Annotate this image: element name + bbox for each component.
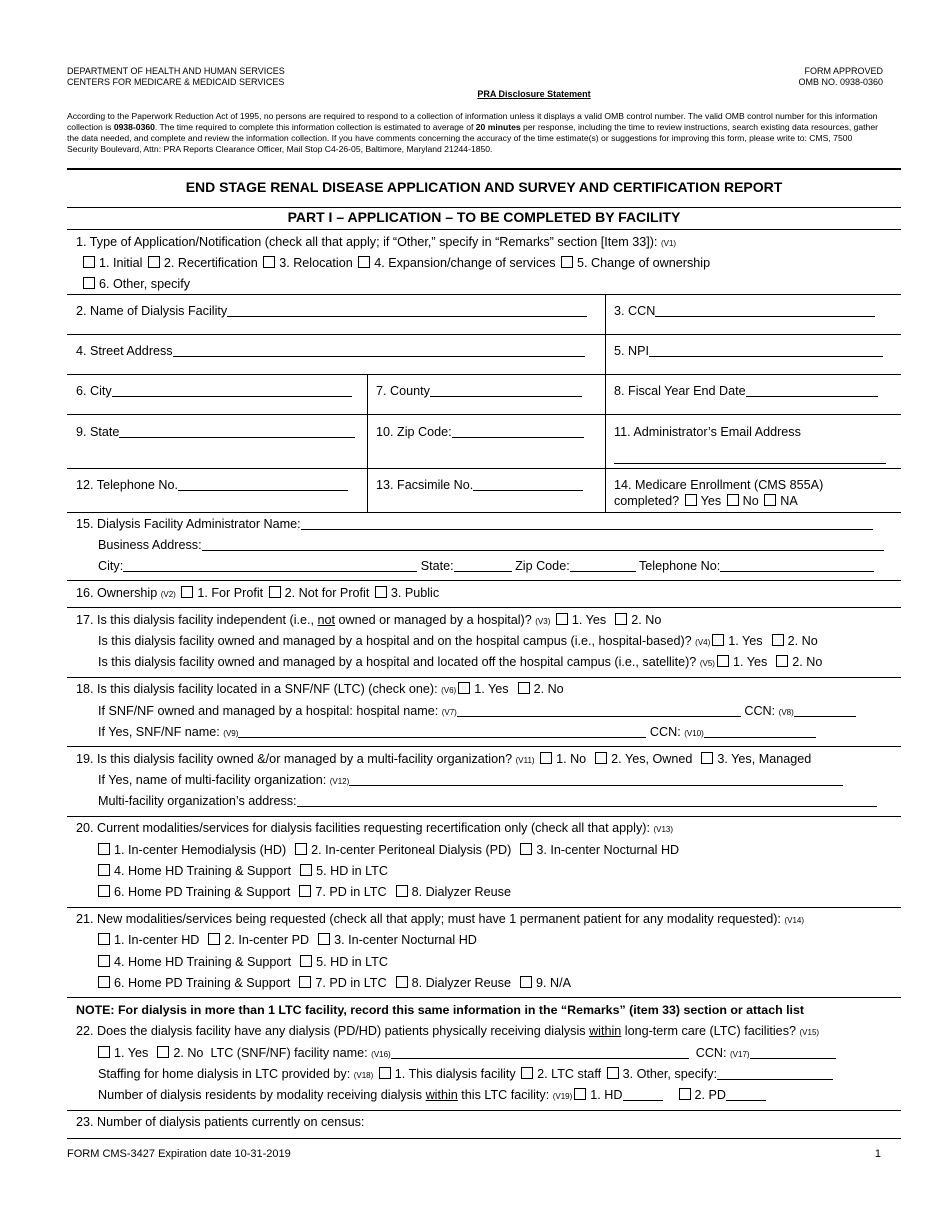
form-number: FORM CMS-3427 Expiration date 10-31-2019 — [67, 1148, 291, 1160]
q16-not-for-profit-checkbox[interactable] — [269, 586, 281, 598]
divider — [67, 512, 901, 513]
q19-org-address[interactable]: Multi-facility organization’s address: — [98, 794, 877, 809]
divider — [67, 580, 901, 581]
divider — [67, 677, 901, 678]
divider — [67, 816, 901, 817]
field-medicare-enrollment: 14. Medicare Enrollment (CMS 855A) — [614, 478, 824, 492]
field-telephone[interactable]: 12. Telephone No. — [76, 478, 348, 493]
q1-options: 1. Initial 2. Recertification 3. Relocation 4. Expansion/change of services 5. Change of ownership — [81, 256, 710, 271]
q19-owned-checkbox[interactable] — [595, 752, 607, 764]
q17-hospital-based: Is this dialysis facility owned and managed by a hospital and on the hospital campus (i.e., hospital-based)? (V4) 1. Yes 2. No — [98, 634, 818, 648]
omb-number: OMB NO. 0938-0360 — [798, 77, 883, 87]
q15-business-address[interactable]: Business Address: — [98, 538, 884, 553]
q1-initial-checkbox[interactable] — [83, 256, 95, 268]
q17-satellite: Is this dialysis facility owned and managed by a hospital and located off the hospital campus (i.e., satellite)? (V5) 1. Yes 2. No — [98, 655, 823, 669]
pra-title: PRA Disclosure Statement — [477, 89, 591, 99]
q21-o3-checkbox[interactable] — [318, 933, 330, 945]
form-approved: FORM APPROVED — [804, 66, 883, 76]
field-state[interactable]: 9. State — [76, 425, 355, 440]
divider — [367, 374, 368, 512]
field-facility-name[interactable]: 2. Name of Dialysis Facility — [76, 304, 587, 319]
q17b-yes-checkbox[interactable] — [712, 634, 724, 646]
field-county[interactable]: 7. County — [376, 384, 582, 399]
divider — [67, 207, 901, 208]
q21-o1-checkbox[interactable] — [98, 933, 110, 945]
q21-o7-checkbox[interactable] — [299, 976, 311, 988]
pra-statement: According to the Paperwork Reduction Act of 1995, no persons are required to respond to a collection of information unless it displays a valid OMB control number. The valid OMB control number for this information collection is 0938-0360. The time required to complete this information collection is estimated to average of 20 minutes per response, including the time to review instructions, search existing data resources, gather the data needed, and complete and review the information collection. If you have comments concerning the accuracy of the time estimate(s) or suggestions for improving this form, please write to: CMS, 7500 Security Boulevard, Attn: PRA Reports Clearance Officer, Mail Stop C4-26-05, Baltimore, Maryland 21244-1850. — [67, 111, 878, 154]
footer — [67, 1148, 901, 1160]
q22-pd-checkbox[interactable] — [679, 1088, 691, 1100]
q21-o8-checkbox[interactable] — [396, 976, 408, 988]
field-city[interactable]: 6. City — [76, 384, 352, 399]
divider — [67, 1138, 901, 1139]
f14-no-checkbox[interactable] — [727, 494, 739, 506]
q20-o6-checkbox[interactable] — [98, 885, 110, 897]
q22-row-1: 1. Yes 2. No LTC (SNF/NF) facility name: (V16) CCN: (V17) — [96, 1046, 836, 1062]
q16-public-checkbox[interactable] — [375, 586, 387, 598]
q22-staffing: Staffing for home dialysis in LTC provided by: (V18) 1. This dialysis facility 2. LTC staff 3. Other, specify: — [98, 1067, 833, 1083]
q1-recert-checkbox[interactable] — [148, 256, 160, 268]
dept-line-1: DEPARTMENT OF HEALTH AND HUMAN SERVICES — [67, 66, 285, 76]
q19-managed-checkbox[interactable] — [701, 752, 713, 764]
q22-s1-checkbox[interactable] — [379, 1067, 391, 1079]
divider — [67, 997, 901, 998]
field-zip-code[interactable]: 10. Zip Code: — [376, 425, 584, 440]
q20-o4-checkbox[interactable] — [98, 864, 110, 876]
dept-line-2: CENTERS FOR MEDICARE & MEDICAID SERVICES — [67, 77, 285, 87]
field-fiscal-year-end[interactable]: 8. Fiscal Year End Date — [614, 384, 878, 399]
q20-row-2: 4. Home HD Training & Support 5. HD in LTC — [96, 864, 388, 879]
divider — [67, 468, 901, 469]
q21-o6-checkbox[interactable] — [98, 976, 110, 988]
q18-hospital-name[interactable]: If SNF/NF owned and managed by a hospital: hospital name: (V7) CCN: (V8) — [98, 704, 856, 720]
field-street-address[interactable]: 4. Street Address — [76, 344, 585, 359]
ltc-note: NOTE: For dialysis in more than 1 LTC facility, record this same information in the “Remarks” (item 33) section or attach list — [76, 1003, 804, 1017]
q17c-no-checkbox[interactable] — [776, 655, 788, 667]
q22-hd-checkbox[interactable] — [574, 1088, 586, 1100]
q16-for-profit-checkbox[interactable] — [181, 586, 193, 598]
divider — [67, 907, 901, 908]
q17b-no-checkbox[interactable] — [772, 634, 784, 646]
divider — [67, 294, 901, 295]
q20-o7-checkbox[interactable] — [299, 885, 311, 897]
f14-yes-checkbox[interactable] — [685, 494, 697, 506]
q1-ownership-checkbox[interactable] — [561, 256, 573, 268]
q22-pd-field[interactable] — [726, 1088, 766, 1101]
q20-o5-checkbox[interactable] — [300, 864, 312, 876]
field-admin-email-label: 11. Administrator’s Email Address — [614, 425, 801, 439]
q21-o9-checkbox[interactable] — [520, 976, 532, 988]
q20-row-1: 1. In-center Hemodialysis (HD) 2. In-center Peritoneal Dialysis (PD) 3. In-center Nocturnal HD — [96, 843, 679, 858]
q17a-no-checkbox[interactable] — [615, 613, 627, 625]
q19-org-name[interactable]: If Yes, name of multi-facility organization: (V12) — [98, 773, 843, 789]
q20-label: 20. Current modalities/services for dialysis facilities requesting recertification only (check all that apply): (V13) — [76, 821, 674, 835]
f14-na-checkbox[interactable] — [764, 494, 776, 506]
q22-other-field[interactable] — [717, 1067, 833, 1080]
q21-label: 21. New modalities/services being requested (check all that apply; must have 1 permanent patient for any modality requested): (V14) — [76, 912, 804, 926]
divider — [67, 168, 901, 170]
q17-independent: 17. Is this dialysis facility independent (i.e., not owned or managed by a hospital)? (V3) 1. Yes 2. No — [76, 613, 662, 627]
q1-other-checkbox[interactable] — [83, 277, 95, 289]
divider — [67, 607, 901, 608]
q21-o4-checkbox[interactable] — [98, 955, 110, 967]
divider — [67, 229, 901, 230]
q22-ccn-field[interactable] — [750, 1046, 836, 1059]
q18-snf: 18. Is this dialysis facility located in a SNF/NF (LTC) (check one): (V6) 1. Yes 2. No — [76, 682, 564, 696]
q22-hd-field[interactable] — [623, 1088, 663, 1101]
q22-ltc-name-field[interactable] — [391, 1046, 689, 1059]
q22-s2-checkbox[interactable] — [521, 1067, 533, 1079]
q19-multi-facility: 19. Is this dialysis facility owned &/or managed by a multi-facility organization? (V11) 1. No 2. Yes, Owned 3. Yes, Managed — [76, 752, 812, 766]
q20-row-3: 6. Home PD Training & Support 7. PD in LTC 8. Dialyzer Reuse — [96, 885, 511, 900]
q1-expansion-checkbox[interactable] — [358, 256, 370, 268]
divider — [67, 746, 901, 747]
divider — [67, 1110, 901, 1111]
field-npi[interactable]: 5. NPI — [614, 344, 883, 359]
q1-label: 1. Type of Application/Notification (check all that apply; if “Other,” specify in “Remarks” section [Item 33]): (V1) — [76, 235, 677, 249]
page-number: 1 — [874, 1148, 881, 1160]
q21-o2-checkbox[interactable] — [208, 933, 220, 945]
q22-s3-checkbox[interactable] — [607, 1067, 619, 1079]
q20-o3-checkbox[interactable] — [520, 843, 532, 855]
q20-o2-checkbox[interactable] — [295, 843, 307, 855]
q20-o8-checkbox[interactable] — [396, 885, 408, 897]
field-facsimile[interactable]: 13. Facsimile No. — [376, 478, 583, 493]
divider — [67, 414, 901, 415]
q19-no-checkbox[interactable] — [540, 752, 552, 764]
q18-yes-checkbox[interactable] — [458, 682, 470, 694]
q22-yes-checkbox[interactable] — [98, 1046, 110, 1058]
part-title: PART I – APPLICATION – TO BE COMPLETED BY FACILITY — [287, 209, 681, 225]
q1-relocation-checkbox[interactable] — [263, 256, 275, 268]
q1-other: 6. Other, specify — [81, 277, 190, 292]
q16-ownership: 16. Ownership (V2) 1. For Profit 2. Not for Profit 3. Public — [76, 586, 440, 600]
q22-no-checkbox[interactable] — [157, 1046, 169, 1058]
q21-row-1: 1. In-center HD 2. In-center PD 3. In-center Nocturnal HD — [96, 933, 477, 948]
q21-row-2: 4. Home HD Training & Support 5. HD in LTC — [96, 955, 388, 970]
q21-row-3: 6. Home PD Training & Support 7. PD in LTC 8. Dialyzer Reuse 9. N/A — [96, 976, 571, 991]
q18-snf-name[interactable]: If Yes, SNF/NF name: (V9) CCN: (V10) — [98, 725, 816, 741]
q20-o1-checkbox[interactable] — [98, 843, 110, 855]
divider — [67, 334, 901, 335]
field-admin-email[interactable] — [614, 451, 886, 466]
q18-no-checkbox[interactable] — [518, 682, 530, 694]
divider — [67, 374, 901, 375]
q17c-yes-checkbox[interactable] — [717, 655, 729, 667]
field-ccn[interactable]: 3. CCN — [614, 304, 875, 319]
q21-o5-checkbox[interactable] — [300, 955, 312, 967]
q23-census: 23. Number of dialysis patients currently on census: — [76, 1115, 365, 1129]
q17a-yes-checkbox[interactable] — [556, 613, 568, 625]
q15-admin-name[interactable]: 15. Dialysis Facility Administrator Name: — [76, 517, 873, 532]
q15-city-line[interactable]: City: State: Zip Code: Telephone No: — [98, 559, 874, 574]
q22-residents: Number of dialysis residents by modality receiving dialysis within this LTC facility: (V19) 1. HD 2. PD — [98, 1088, 766, 1104]
field-medicare-completed: completed? Yes No NA — [614, 494, 798, 508]
divider — [605, 294, 606, 512]
form-title: END STAGE RENAL DISEASE APPLICATION AND SURVEY AND CERTIFICATION REPORT — [185, 179, 783, 195]
q22-label: 22. Does the dialysis facility have any dialysis (PD/HD) patients physically receiving dialysis within long-term care (LTC) facilities? (V15) — [76, 1024, 820, 1038]
